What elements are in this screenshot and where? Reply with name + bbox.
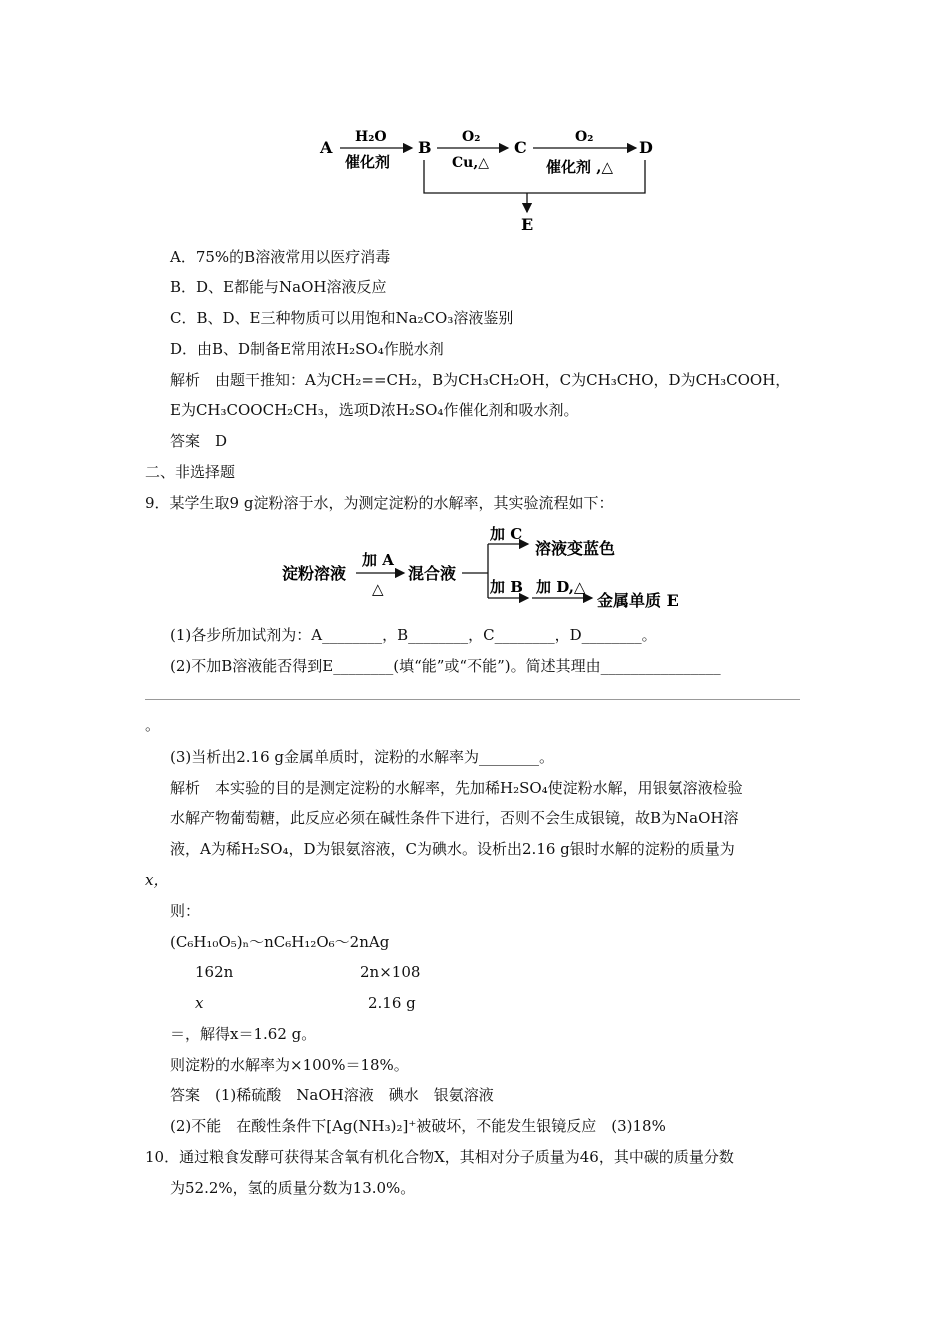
q9-answer-2: (2)不能 在酸性条件下[Ag(NH₃)₂]⁺被破坏，不能发生银镜反应 (3)18%: [170, 1117, 666, 1135]
q10-line-2: 为52.2%，氢的质量分数为13.0%。: [170, 1179, 416, 1197]
option-b: B．D、E都能与NaOH溶液反应: [170, 278, 387, 296]
ratio-row2-col1: x: [195, 994, 204, 1012]
node-c: C: [514, 138, 527, 157]
label-cd-bottom: 催化剂 ,△: [546, 158, 613, 176]
section-heading: 二、非选择题: [145, 463, 236, 481]
q10-line-1: 10．通过粮食发酵可获得某含氧有机化合物X，其相对分子质量为46，其中碳的质量分数: [145, 1148, 734, 1166]
q9-analysis-1: 解析 本实验的目的是测定淀粉的水解率，先加稀H₂SO₄使淀粉水解，用银氨溶液检验: [170, 779, 743, 797]
experiment-flow-diagram: [0, 522, 950, 612]
q9-analysis-3: 液，A为稀H₂SO₄，D为银氨溶液，C为碘水。设析出2.16 g银时水解的淀粉的质量为: [170, 840, 735, 858]
hydrolysis-rate: 则淀粉的水解率为×100%＝18%。: [170, 1056, 409, 1074]
mixed-solution: 混合液: [408, 564, 457, 583]
analysis-line-2: E为CH₃COOCH₂CH₃，选项D浓H₂SO₄作催化剂和吸水剂。: [170, 401, 579, 419]
node-b: B: [418, 138, 432, 157]
label-add-a: 加 A: [362, 551, 394, 569]
starch-solution: 淀粉溶液: [282, 564, 347, 583]
option-d: D．由B、D制备E常用浓H₂SO₄作脱水剂: [170, 340, 444, 358]
reaction-scheme-diagram: [0, 0, 950, 240]
answer-q8: 答案 D: [170, 432, 228, 450]
reaction-equation: (C₆H₁₀O₅)ₙ～nC₆H₁₂O₆～2nAg: [170, 933, 390, 951]
label-heat-a: △: [372, 580, 384, 598]
ratio-row1-col2: 2n×108: [360, 963, 421, 981]
label-ab-top: H₂O: [355, 129, 387, 145]
label-add-d: 加 D,△: [536, 578, 586, 596]
q9-answer-1: 答案 (1)稀硫酸 NaOH溶液 碘水 银氨溶液: [170, 1086, 494, 1104]
question-9-stem: 9．某学生取9 g淀粉溶于水，为测定淀粉的水解率，其实验流程如下：: [145, 494, 614, 512]
blue-result: 溶液变蓝色: [535, 539, 616, 558]
ratio-row2-col2: 2.16 g: [368, 994, 416, 1012]
q9-part-3: (3)当析出2.16 g金属单质时，淀粉的水解率为________。: [170, 748, 555, 766]
answer-blank-line: [145, 699, 800, 700]
label-add-c: 加 C: [490, 525, 523, 543]
q9-analysis-2: 水解产物葡萄糖，此反应必须在碱性条件下进行，否则不会生成银镜，故B为NaOH溶: [170, 809, 739, 827]
q9-analysis-4: x，: [145, 871, 169, 889]
label-add-b: 加 B: [490, 578, 523, 596]
node-a: A: [320, 138, 333, 157]
ratio-row1-col1: 162n: [195, 963, 234, 981]
option-c: C．B、D、E三种物质可以用饱和Na₂CO₃溶液鉴别: [170, 309, 514, 327]
label-cd-top: O₂: [575, 129, 594, 145]
option-a: A．75%的B溶液常用以医疗消毒: [170, 248, 391, 266]
q9-part-2: (2)不加B溶液能否得到E________(填“能”或“不能”)。简述其理由________________: [170, 657, 721, 675]
q9-part-2-end: 。: [145, 716, 161, 734]
analysis-line-1: 解析 由题干推知：A为CH₂==CH₂，B为CH₃CH₂OH，C为CH₃CHO，D为CH₃COOH，: [170, 371, 791, 389]
q9-part-1: (1)各步所加试剂为：A________，B________，C________，D________。: [170, 626, 657, 644]
label-bc-top: O₂: [462, 129, 481, 145]
metal-result: 金属单质 E: [597, 591, 679, 610]
label-ab-bottom: 催化剂: [345, 153, 391, 171]
node-d: D: [639, 138, 653, 157]
label-bc-bottom: Cu,△: [452, 155, 489, 171]
node-e: E: [521, 215, 534, 234]
solve-line: ＝，解得x＝1.62 g。: [170, 1025, 317, 1043]
q9-analysis-5: 则：: [170, 902, 201, 920]
